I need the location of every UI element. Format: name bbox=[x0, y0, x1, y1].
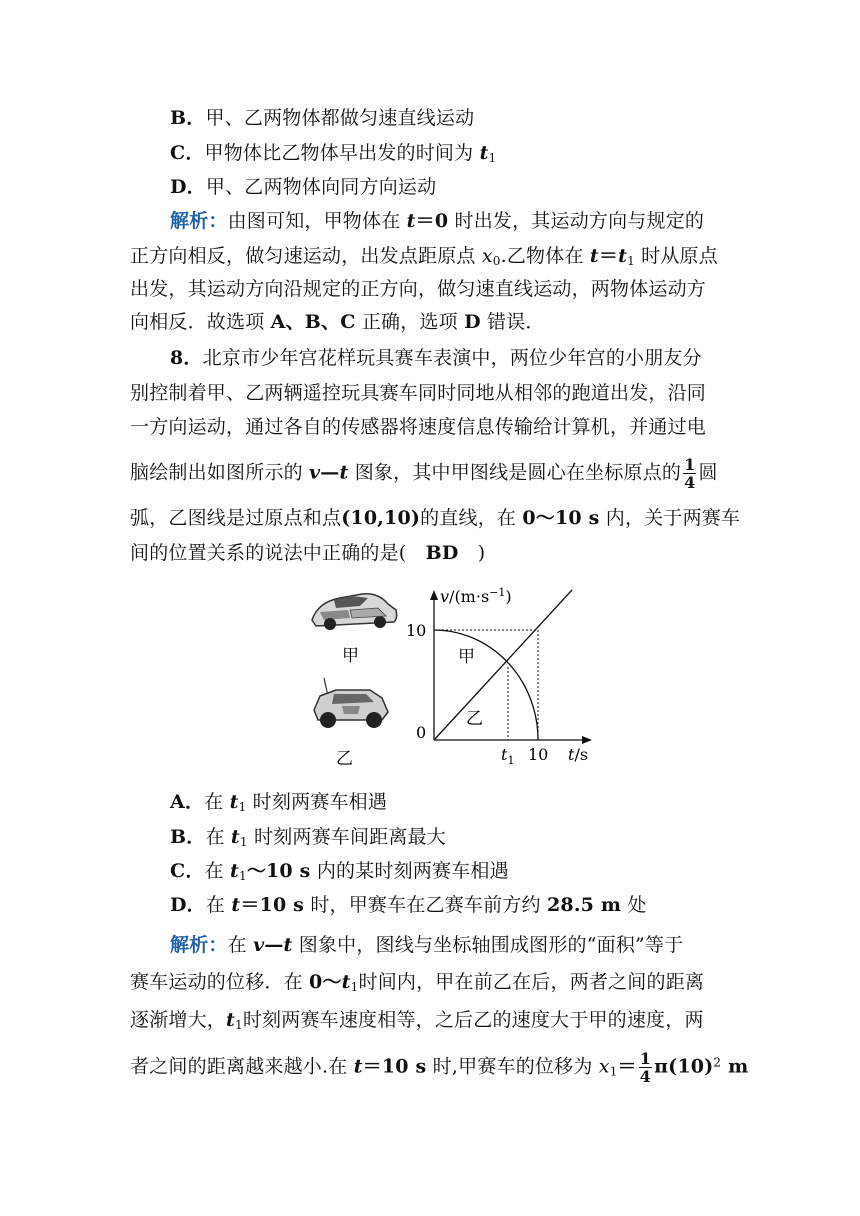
text: 脑绘制出如图所示的 bbox=[130, 461, 310, 484]
var-v: v bbox=[253, 934, 265, 956]
analysis1-line4 bbox=[130, 310, 545, 334]
var-x: x bbox=[481, 245, 493, 267]
text: 错误． bbox=[480, 311, 545, 333]
text: A、B、C bbox=[270, 311, 356, 333]
text: 在 bbox=[227, 934, 254, 956]
var-t: t bbox=[229, 791, 239, 813]
y-axis-close: ) bbox=[505, 587, 512, 606]
text: 赛车运动的位移．在 bbox=[130, 971, 310, 993]
option-label: C． bbox=[170, 142, 205, 164]
var-t: t bbox=[406, 210, 416, 232]
var-t: t bbox=[231, 894, 241, 916]
text: 时出发，其运动方向与规定的 bbox=[448, 210, 705, 232]
text: 图象中，图线与坐标轴围成图形的“面积”等于 bbox=[292, 934, 684, 956]
text: 图象，其中甲图线是圆心在坐标原点的 bbox=[348, 461, 682, 484]
var-t: t bbox=[341, 971, 351, 993]
analysis-key: 解析： bbox=[170, 210, 228, 232]
var-t: t bbox=[353, 1055, 363, 1078]
dash: — bbox=[320, 461, 340, 484]
q8-line4 bbox=[130, 456, 718, 491]
y-axis-var: v bbox=[440, 587, 450, 606]
analysis-key: 解析： bbox=[170, 934, 228, 956]
var-t: t bbox=[230, 826, 240, 848]
analysis1-line3 bbox=[130, 277, 706, 301]
text: 一方向运动，通过各自的传感器将速度信息传输给计算机，并通过电 bbox=[130, 416, 707, 438]
text: 北京市少年宫花样玩具赛车表演中，两位少年宫的小朋友分 bbox=[202, 347, 702, 369]
y-axis-label bbox=[440, 586, 512, 606]
superscript: 2 bbox=[713, 1055, 722, 1070]
text: 在 bbox=[204, 860, 230, 882]
x-tick-t1 bbox=[501, 745, 514, 767]
race-car-image bbox=[312, 594, 397, 630]
text: 0～10 s bbox=[522, 507, 600, 529]
x-tick-10: 10 bbox=[528, 745, 549, 764]
text: D bbox=[464, 311, 481, 333]
answer: BD bbox=[425, 542, 459, 564]
fraction bbox=[639, 1050, 652, 1085]
fraction bbox=[683, 456, 696, 491]
text: 在 bbox=[205, 894, 232, 916]
numerator: 1 bbox=[684, 455, 696, 474]
text: 时,甲赛车的位移为 bbox=[426, 1055, 599, 1078]
text: 的直线，在 bbox=[420, 507, 523, 529]
question-number: 8． bbox=[170, 347, 203, 369]
line-yi bbox=[434, 590, 572, 740]
text: 弧，乙图线是过原点和点 bbox=[130, 507, 342, 529]
origin-label: 0 bbox=[416, 723, 427, 742]
var-x: x bbox=[598, 1055, 610, 1078]
var-t: t bbox=[226, 1009, 235, 1031]
x-tick-t1-sub: 1 bbox=[507, 754, 515, 767]
text: 者之间的距离越来越小.在 bbox=[130, 1055, 354, 1078]
analysis2-line3 bbox=[130, 1008, 704, 1032]
choice-d bbox=[170, 893, 647, 917]
text: 时间内，甲在前乙在后，两者之间的距离 bbox=[358, 971, 705, 993]
var-t: t bbox=[479, 142, 489, 164]
option-label: B． bbox=[170, 107, 206, 129]
text: 出发，其运动方向沿规定的正方向，做匀速直线运动，两物体运动方 bbox=[130, 278, 707, 300]
option-label: A． bbox=[170, 791, 205, 813]
var-t: t bbox=[589, 245, 599, 267]
curve-label-yi: 乙 bbox=[466, 709, 483, 729]
y-axis-unit: /(m·s bbox=[449, 587, 490, 606]
q8-line2 bbox=[130, 381, 706, 405]
q8-line6 bbox=[130, 541, 485, 565]
subscript: 1 bbox=[238, 800, 247, 814]
subscript: 0 bbox=[492, 254, 501, 268]
car-label-yi: 乙 bbox=[336, 749, 353, 769]
subscript: 1 bbox=[239, 835, 248, 849]
text: ＝0 bbox=[415, 210, 449, 232]
y-axis-exp: −1 bbox=[489, 586, 506, 599]
x-tick-t1-var: t bbox=[501, 745, 508, 764]
y-tick-10: 10 bbox=[406, 621, 427, 640]
curve-label-jia: 甲 bbox=[458, 647, 475, 667]
option-d bbox=[170, 175, 436, 199]
choice-a bbox=[170, 790, 387, 814]
text: 向相反．故选项 bbox=[130, 311, 271, 333]
analysis1-line2 bbox=[130, 244, 718, 268]
text: 正确，选项 bbox=[355, 311, 465, 333]
x-axis-arrow bbox=[582, 736, 592, 744]
x-axis-var: t bbox=[568, 745, 575, 764]
dash: — bbox=[264, 934, 284, 956]
text: 在 bbox=[205, 826, 231, 848]
x-axis-label bbox=[568, 745, 588, 764]
text: 时刻两赛车速度相等，之后乙的速度大于甲的速度，两 bbox=[242, 1009, 704, 1031]
text: ＝ bbox=[617, 1055, 637, 1078]
option-label: D． bbox=[170, 894, 206, 916]
analysis2-line1 bbox=[170, 933, 683, 957]
subscript: 1 bbox=[350, 980, 359, 994]
text: 内，关于两赛车 bbox=[599, 507, 741, 529]
y-axis-arrow bbox=[430, 590, 438, 600]
analysis2-line2 bbox=[130, 970, 704, 994]
option-text: 甲物体比乙物体早出发的时间为 bbox=[204, 142, 480, 164]
buggy-image bbox=[314, 678, 388, 728]
q8-line1 bbox=[170, 346, 702, 370]
option-label: D． bbox=[170, 176, 206, 198]
text: 间的位置关系的说法中正确的是( bbox=[130, 542, 426, 564]
text: 时，甲赛车在乙赛车前方约 bbox=[304, 894, 547, 916]
q8-line3 bbox=[130, 415, 706, 439]
text: 0～ bbox=[309, 971, 342, 993]
subscript: 1 bbox=[238, 869, 247, 883]
numerator: 1 bbox=[639, 1049, 652, 1068]
text: 圆 bbox=[698, 461, 718, 484]
var-t: t bbox=[283, 934, 293, 956]
text: ～10 s bbox=[246, 860, 311, 882]
denominator: 4 bbox=[684, 473, 696, 492]
var-t: t bbox=[618, 245, 628, 267]
subscript: 1 bbox=[609, 1064, 618, 1079]
text: ) bbox=[458, 542, 486, 564]
text: ＝ bbox=[598, 245, 619, 267]
option-c bbox=[170, 141, 496, 165]
text: 时从原点 bbox=[634, 245, 718, 267]
text: ＝10 s bbox=[362, 1055, 427, 1078]
text: 内的某时刻两赛车相遇 bbox=[310, 860, 509, 882]
text: .乙物体在 bbox=[500, 245, 590, 267]
subscript: 1 bbox=[235, 1018, 243, 1032]
text: 由图可知，甲物体在 bbox=[227, 210, 407, 232]
var-t: t bbox=[339, 461, 349, 484]
choice-b bbox=[170, 825, 446, 849]
var-t: t bbox=[229, 860, 239, 882]
var-v: v bbox=[309, 461, 321, 484]
subscript: 1 bbox=[627, 254, 635, 268]
text: 正方向相反，做匀速运动，出发点距原点 bbox=[130, 245, 482, 267]
subscript: 1 bbox=[488, 151, 497, 165]
text: 别控制着甲、乙两辆遥控玩具赛车同时同地从相邻的跑道出发，沿同 bbox=[130, 382, 707, 404]
text: 28.5 m bbox=[546, 894, 622, 916]
text: π(10) bbox=[654, 1055, 714, 1078]
text: ＝10 s bbox=[240, 894, 305, 916]
option-text: 甲、乙两物体都做匀速直线运动 bbox=[205, 107, 475, 129]
text: 处 bbox=[621, 894, 647, 916]
text: 在 bbox=[204, 791, 230, 813]
text: m bbox=[721, 1055, 749, 1078]
analysis1-line1 bbox=[170, 209, 704, 233]
option-b bbox=[170, 106, 474, 130]
text: 时刻两赛车相遇 bbox=[246, 791, 388, 813]
q8-line5 bbox=[130, 506, 740, 530]
text: 时刻两赛车间距离最大 bbox=[247, 826, 446, 848]
car-label-jia: 甲 bbox=[342, 646, 359, 666]
option-label: C． bbox=[170, 860, 205, 882]
denominator: 4 bbox=[639, 1067, 652, 1086]
text: (10,10) bbox=[341, 507, 421, 529]
x-axis-unit: /s bbox=[574, 745, 589, 764]
option-label: B． bbox=[170, 826, 206, 848]
analysis2-line4 bbox=[130, 1050, 748, 1085]
vt-figure bbox=[290, 580, 610, 780]
choice-c bbox=[170, 859, 509, 883]
option-text: 甲、乙两物体向同方向运动 bbox=[205, 176, 437, 198]
text: 逐渐增大， bbox=[130, 1009, 227, 1031]
